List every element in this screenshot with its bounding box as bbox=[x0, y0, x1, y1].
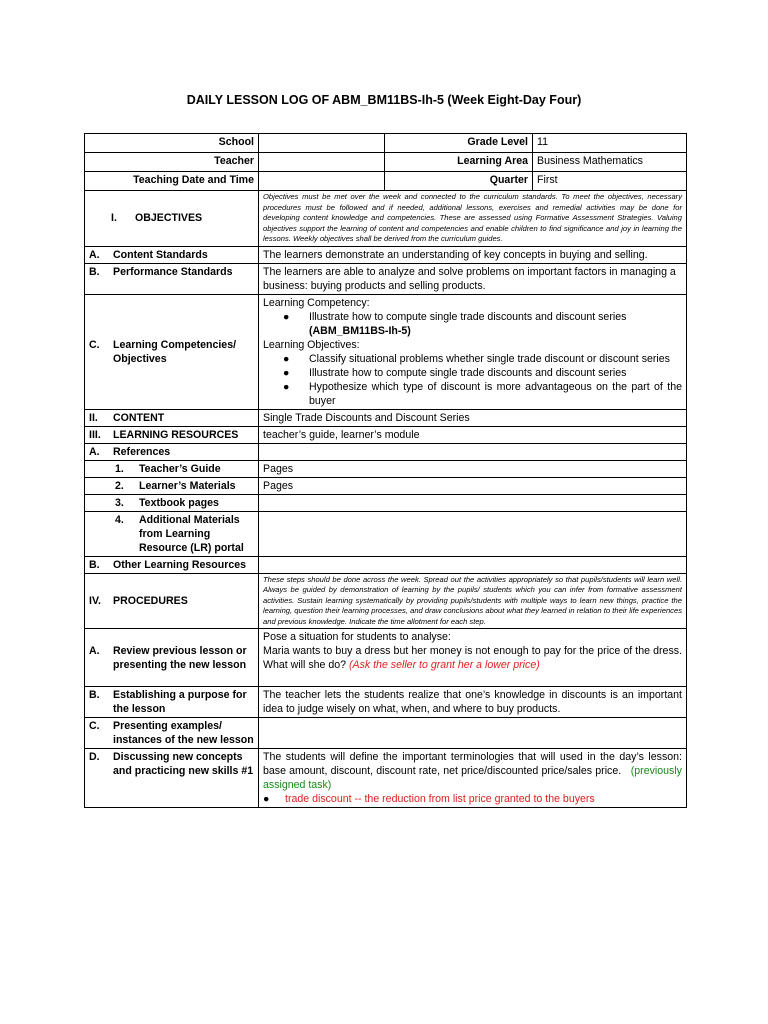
content-num: II. bbox=[89, 411, 98, 424]
area-value: Business Mathematics bbox=[533, 153, 687, 172]
procedure-c-key: C. bbox=[89, 720, 100, 732]
procedure-d-note: (previously assigned task) bbox=[263, 765, 682, 791]
resources-num: III. bbox=[89, 428, 101, 441]
procedure-c-row bbox=[85, 718, 687, 749]
additional-materials-heading bbox=[85, 511, 259, 556]
date-value bbox=[259, 172, 385, 191]
teachers-guide-row bbox=[85, 460, 687, 477]
bullet-icon: ● bbox=[283, 352, 290, 365]
resources-value: teacher’s guide, learner’s module bbox=[259, 426, 687, 443]
procedure-c-label: Presenting examples/ instances of the new lesson bbox=[113, 720, 254, 746]
school-value bbox=[259, 134, 385, 153]
objectives-num: I. bbox=[111, 212, 117, 225]
competency-code: (ABM_BM11BS-Ih-5) bbox=[309, 324, 411, 337]
procedure-b-heading bbox=[85, 687, 259, 718]
competency-heading: Learning Competency: bbox=[263, 296, 370, 309]
procedure-b-label: Establishing a purpose for the lesson bbox=[113, 689, 247, 715]
competencies-value bbox=[259, 294, 687, 409]
teachers-guide-value: Pages bbox=[259, 460, 687, 477]
procedure-b-key: B. bbox=[89, 689, 100, 701]
bullet-icon: ● bbox=[283, 366, 290, 379]
resources-label: LEARNING RESOURCES bbox=[113, 428, 239, 441]
procedure-a-label: Review previous lesson or presenting the new lesson bbox=[113, 644, 247, 671]
resources-heading bbox=[85, 426, 259, 443]
learners-materials-value: Pages bbox=[259, 477, 687, 494]
objectives-heading bbox=[85, 191, 259, 247]
procedure-d-bullet bbox=[263, 792, 682, 806]
procedure-c-heading bbox=[85, 718, 259, 749]
objectives-note: Objectives must be met over the week and connected to the curriculum standards. To meet the objectives, necessary procedures must be followed and if needed, additional lessons, exercises and remedial activities may be done for developing content knowledge and competencies. These are assessed using Formative Assessment Strategies. Valuing objectives support the learning of content and competencies and enable children to find significance and joy in learning the lessons. Weekly objectives shall be derived from the curriculum guides. bbox=[259, 191, 687, 247]
bullet-icon: ● bbox=[263, 793, 270, 805]
additional-materials-row bbox=[85, 511, 687, 556]
references-heading bbox=[85, 443, 259, 460]
procedure-a-line2: Maria wants to buy a dress but her money is not enough to pay for the price of the dress. What will she do? bbox=[263, 645, 682, 671]
competencies-heading bbox=[85, 294, 259, 409]
procedures-num: IV. bbox=[89, 594, 101, 607]
procedure-a-line1: Pose a situation for students to analyse: bbox=[263, 631, 451, 643]
performance-standards-key: B. bbox=[89, 265, 100, 278]
procedure-d-label: Discussing new concepts and practicing new skills #1 bbox=[113, 751, 254, 777]
procedure-d-heading bbox=[85, 749, 259, 808]
competency-bullet bbox=[263, 310, 682, 338]
date-row bbox=[85, 172, 687, 191]
textbook-pages-row bbox=[85, 494, 687, 511]
objective-item bbox=[263, 352, 682, 366]
objectives-row bbox=[85, 191, 687, 247]
item-num: 3. bbox=[115, 496, 124, 509]
performance-standards-label: Performance Standards bbox=[113, 265, 233, 278]
item-label: Textbook pages bbox=[139, 496, 219, 509]
item-label: Teacher’s Guide bbox=[139, 462, 221, 475]
procedure-a-key: A. bbox=[89, 644, 100, 657]
bullet-icon: ● bbox=[283, 380, 290, 393]
content-standards-label: Content Standards bbox=[113, 248, 208, 261]
grade-label: Grade Level bbox=[385, 134, 533, 153]
school-row bbox=[85, 134, 687, 153]
content-standards-heading bbox=[85, 246, 259, 263]
procedure-d-row bbox=[85, 749, 687, 808]
procedure-b-row bbox=[85, 687, 687, 718]
teacher-row bbox=[85, 153, 687, 172]
procedure-d-text: The students will define the important terminologies that will used in the day’s lesson: base amount, discount, discount rate, net price/discounted price/sales price. bbox=[263, 751, 682, 777]
objective-item-text: Illustrate how to compute single trade discounts and discount series bbox=[309, 366, 627, 379]
references-key: A. bbox=[89, 445, 100, 458]
other-resources-label: Other Learning Resources bbox=[113, 558, 247, 571]
objective-item bbox=[263, 380, 682, 408]
teacher-value bbox=[259, 153, 385, 172]
page-title: DAILY LESSON LOG OF ABM_BM11BS-Ih-5 (Week Eight-Day Four) bbox=[186, 93, 582, 107]
objective-item-text: Classify situational problems whether single trade discount or discount series bbox=[309, 352, 670, 365]
performance-standards-row bbox=[85, 263, 687, 294]
lesson-log-table bbox=[84, 133, 687, 808]
procedures-heading bbox=[85, 573, 259, 629]
references-row bbox=[85, 443, 687, 460]
content-value: Single Trade Discounts and Discount Series bbox=[259, 409, 687, 426]
performance-standards-value: The learners are able to analyze and solve problems on important factors in managing a business: buying products and selling products. bbox=[259, 263, 687, 294]
objective-item bbox=[263, 366, 682, 380]
learners-materials-row bbox=[85, 477, 687, 494]
competencies-label: Learning Competencies/ Objectives bbox=[113, 338, 237, 365]
competencies-row bbox=[85, 294, 687, 409]
content-label: CONTENT bbox=[113, 411, 165, 424]
procedure-a-value bbox=[259, 629, 687, 687]
objectives-heading-text: Learning Objectives: bbox=[263, 338, 360, 351]
teachers-guide-heading bbox=[85, 460, 259, 477]
procedure-d-bullet-text: trade discount -- the reduction from list price granted to the buyers bbox=[285, 793, 595, 805]
teacher-label: Teacher bbox=[85, 153, 259, 172]
item-num: 1. bbox=[115, 462, 124, 475]
content-row bbox=[85, 409, 687, 426]
objectives-label: OBJECTIVES bbox=[135, 212, 203, 225]
competency-item: Illustrate how to compute single trade discounts and discount series bbox=[309, 310, 627, 323]
area-label: Learning Area bbox=[385, 153, 533, 172]
procedures-note: These steps should be done across the week. Spread out the activities appropriately so that pupils/students will learn well. Always be guided by demonstration of learning by the pupils/ students which you can infer from formative assessment activities. Sustain learning systematically by providing pupils/students with multiple ways to learn new things, practice the learning, question their learning processes, and draw conclusions about what they learned in relation to their life experiences and previous knowledge. Indicate the time allotment for each step. bbox=[259, 573, 687, 629]
resources-row bbox=[85, 426, 687, 443]
content-standards-value: The learners demonstrate an understanding of key concepts in buying and selling. bbox=[259, 246, 687, 263]
references-value bbox=[259, 443, 687, 460]
quarter-value: First bbox=[533, 172, 687, 191]
procedures-row bbox=[85, 573, 687, 629]
procedure-b-value: The teacher lets the students realize that one’s knowledge in discounts is an important idea to judge wisely on what, when, and where to buy products. bbox=[259, 687, 687, 718]
learners-materials-heading bbox=[85, 477, 259, 494]
content-standards-key: A. bbox=[89, 248, 100, 261]
grade-value: 11 bbox=[533, 134, 687, 153]
additional-materials-value bbox=[259, 511, 687, 556]
textbook-pages-value bbox=[259, 494, 687, 511]
competencies-key: C. bbox=[89, 338, 100, 351]
procedure-a-row bbox=[85, 629, 687, 687]
objective-item-text: Hypothesize which type of discount is more advantageous on the part of the buyer bbox=[309, 380, 682, 407]
item-num: 2. bbox=[115, 479, 124, 492]
content-heading bbox=[85, 409, 259, 426]
procedure-a-answer: (Ask the seller to grant her a lower price) bbox=[348, 659, 540, 671]
references-label: References bbox=[113, 445, 171, 458]
quarter-label: Quarter bbox=[385, 172, 533, 191]
item-num: 4. bbox=[115, 513, 124, 526]
school-label: School bbox=[85, 134, 259, 153]
item-label: Learner’s Materials bbox=[139, 479, 236, 492]
other-resources-heading bbox=[85, 556, 259, 573]
date-label: Teaching Date and Time bbox=[85, 172, 259, 191]
other-resources-value bbox=[259, 556, 687, 573]
content-standards-row bbox=[85, 246, 687, 263]
procedures-label: PROCEDURES bbox=[113, 594, 188, 607]
textbook-pages-heading bbox=[85, 494, 259, 511]
other-resources-row bbox=[85, 556, 687, 573]
item-label: Additional Materials from Learning Resource (LR) portal bbox=[139, 513, 244, 554]
procedure-a-heading bbox=[85, 629, 259, 687]
bullet-icon: ● bbox=[283, 310, 290, 323]
performance-standards-heading bbox=[85, 263, 259, 294]
other-resources-key: B. bbox=[89, 558, 100, 571]
procedure-c-value bbox=[259, 718, 687, 749]
procedure-d-key: D. bbox=[89, 751, 100, 763]
procedure-d-value bbox=[259, 749, 687, 808]
